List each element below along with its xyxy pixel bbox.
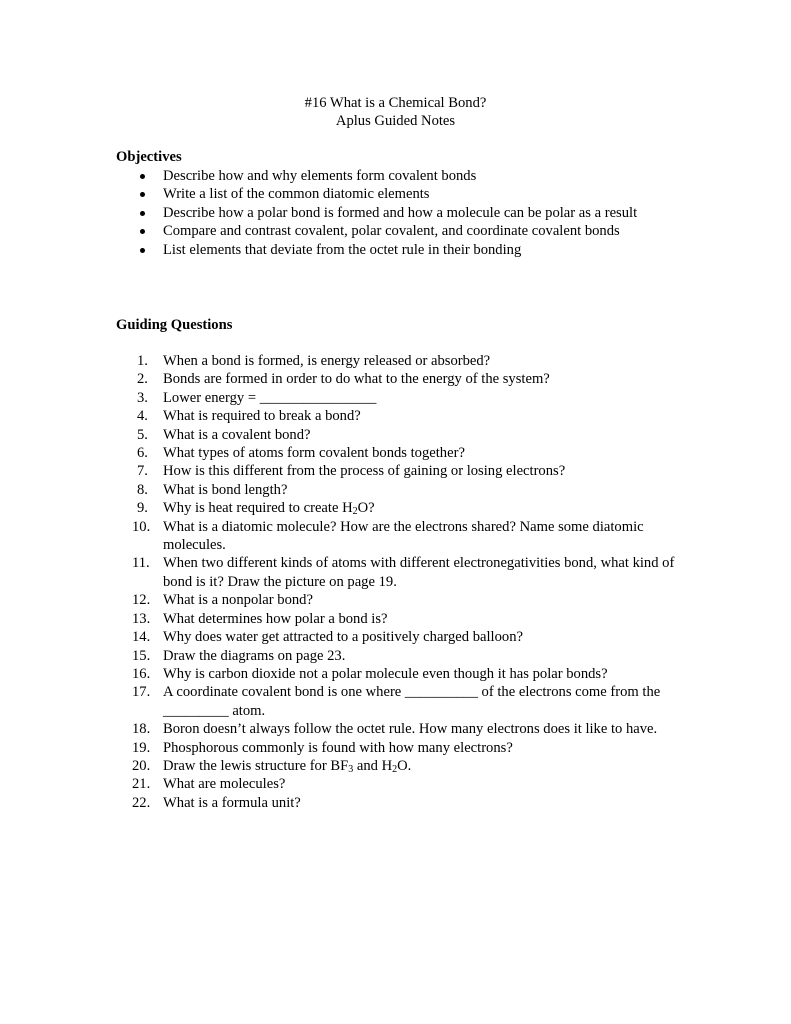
question-number: 4.: [137, 408, 148, 425]
question-text: A coordinate covalent bond is one where __________ of the electrons come from the _________ atom.: [163, 684, 661, 719]
question-item: [132, 775, 677, 793]
question-number: 22.: [132, 794, 151, 811]
question-number: 16.: [132, 665, 151, 682]
question-number: 20.: [132, 757, 151, 774]
question-number: 14.: [132, 629, 151, 646]
objective-item: Describe how and why elements form covalent bonds: [140, 167, 670, 185]
question-text: What is required to break a bond?: [163, 408, 361, 425]
question-text: Bonds are formed in order to do what to the energy of the system?: [163, 371, 550, 388]
question-item: [132, 554, 677, 591]
question-item: [132, 720, 677, 738]
question-item: [137, 481, 677, 499]
objectives-list: [140, 167, 670, 259]
question-text: What types of atoms form covalent bonds together?: [163, 445, 465, 462]
question-item: [137, 444, 677, 462]
question-item: [132, 610, 677, 628]
bullet-icon: [140, 192, 145, 197]
question-number: 17.: [132, 684, 151, 701]
question-text: Why is carbon dioxide not a polar molecule even though it has polar bonds?: [163, 665, 608, 682]
question-text: Phosphorous commonly is found with how many electrons?: [163, 739, 513, 756]
question-item: [137, 407, 677, 425]
question-text: When two different kinds of atoms with different electronegativities bond, what kind of bond is it? Draw the picture on page 19.: [163, 555, 675, 590]
document-title: #16 What is a Chemical Bond?: [304, 95, 487, 111]
objectives-heading: Objectives: [116, 149, 182, 165]
question-text: Draw the diagrams on page 23.: [163, 647, 346, 664]
guiding-questions-heading: Guiding Questions: [116, 317, 233, 333]
objective-item: Write a list of the common diatomic elements: [140, 185, 670, 203]
question-text: Why does water get attracted to a positively charged balloon?: [163, 629, 523, 646]
question-item: [137, 370, 677, 388]
question-number: 18.: [132, 721, 151, 738]
question-item: [137, 462, 677, 480]
question-number: 11.: [132, 555, 150, 572]
subscript: 3: [348, 763, 354, 775]
question-item: [132, 518, 677, 555]
question-number: 10.: [132, 518, 151, 535]
question-item: [137, 389, 677, 407]
bullet-icon: [140, 211, 145, 216]
question-text: Boron doesn’t always follow the octet rule. How many electrons does it like to have.: [163, 721, 658, 738]
question-text: How is this different from the process of gaining or losing electrons?: [163, 463, 566, 480]
document-subtitle: Aplus Guided Notes: [335, 113, 456, 130]
question-number: 3.: [137, 389, 148, 406]
bullet-icon: [140, 174, 145, 179]
objective-item: Describe how a polar bond is formed and how a molecule can be polar as a result: [140, 204, 670, 222]
objective-item: Compare and contrast covalent, polar covalent, and coordinate covalent bonds: [140, 222, 670, 240]
question-item: [132, 757, 677, 775]
question-number: 7.: [137, 463, 148, 480]
question-number: 15.: [132, 647, 151, 664]
question-text: What is a diatomic molecule? How are the electrons shared? Name some diatomic molecules.: [163, 518, 644, 554]
question-item: [132, 665, 677, 683]
question-number: 9.: [137, 500, 148, 517]
question-number: 12.: [132, 592, 151, 609]
question-number: 13.: [132, 610, 151, 627]
question-item: [132, 647, 677, 665]
subscript: 2: [352, 506, 358, 518]
question-item: [132, 591, 677, 609]
question-number: 1.: [137, 353, 148, 369]
question-item: [132, 794, 677, 812]
title-block: [0, 94, 791, 131]
question-item: [137, 499, 677, 517]
question-number: 19.: [132, 739, 151, 756]
question-item: [132, 628, 677, 646]
bullet-icon: [140, 248, 145, 253]
question-text: Draw the lewis structure for $BF_3$ and $H_2O$.: [163, 757, 412, 775]
question-text: What determines how polar a bond is?: [163, 610, 388, 627]
subscript: 2: [392, 763, 398, 775]
question-number: 8.: [137, 481, 148, 498]
question-number: 2.: [137, 371, 148, 388]
guiding-questions-list: [132, 352, 677, 812]
question-item: [137, 352, 677, 370]
question-number: 21.: [132, 776, 151, 793]
question-text: What is a nonpolar bond?: [163, 592, 313, 609]
question-number: 5.: [137, 426, 148, 443]
question-text: When a bond is formed, is energy released or absorbed?: [163, 353, 491, 369]
bullet-icon: [140, 229, 145, 234]
question-item: [137, 426, 677, 444]
question-text: What is a covalent bond?: [163, 426, 311, 443]
question-item: [132, 739, 677, 757]
question-text: Lower energy = ________________: [163, 389, 377, 406]
question-text: What is bond length?: [163, 481, 288, 498]
question-item: [132, 683, 677, 720]
question-text: What is a formula unit?: [163, 794, 301, 811]
question-text: What are molecules?: [163, 776, 286, 793]
question-text: Why is heat required to create $H_2O$?: [163, 500, 375, 518]
objective-item: List elements that deviate from the octet rule in their bonding: [140, 241, 670, 259]
question-number: 6.: [137, 445, 148, 462]
